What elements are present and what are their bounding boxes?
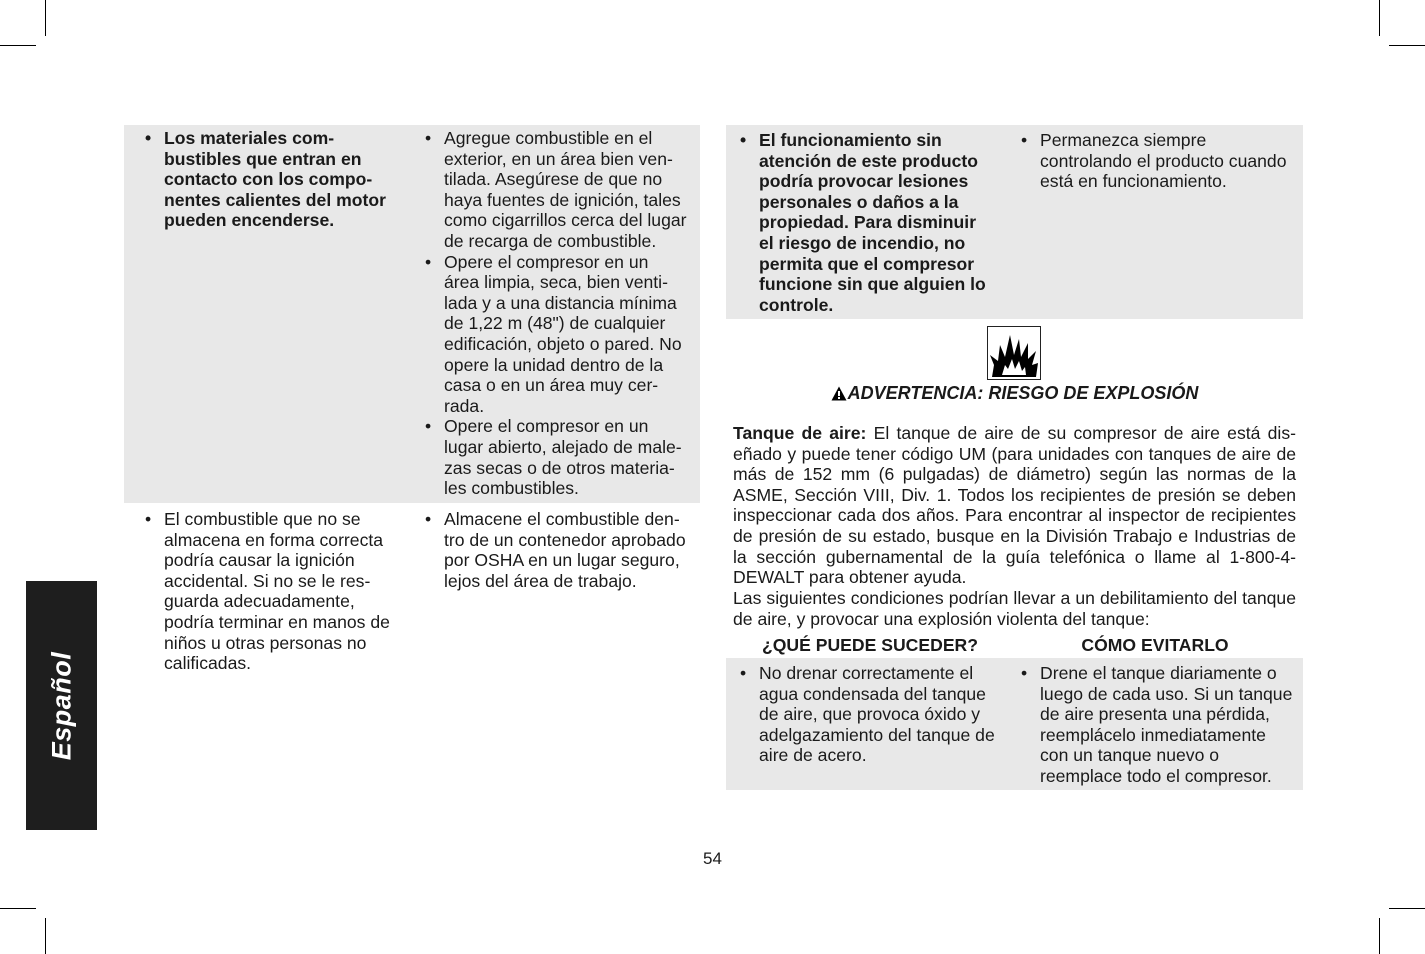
- text-line: lada y a una distancia mínima: [444, 292, 677, 313]
- text-line: Opere el compresor en un: [444, 251, 649, 272]
- text-line: opere la unidad dentro de la: [444, 354, 664, 375]
- text-line: pueden encenderse.: [164, 210, 335, 231]
- crop-mark: [1389, 908, 1425, 909]
- text-line: lugar abierto, alejado de male-: [444, 436, 682, 457]
- prevention-item: [1021, 663, 1301, 787]
- text-line: accidental. Si no se le res-: [164, 570, 371, 591]
- text-line: DEWALT para obtener ayuda.: [733, 567, 967, 588]
- text-line: adelgazamiento del tanque de: [759, 724, 995, 745]
- text-line: propiedad. Para disminuir: [759, 212, 977, 233]
- prevention-item: [425, 128, 697, 252]
- text-line: de aire, que provoca óxido y: [759, 704, 981, 725]
- text-line: El funcionamiento sin: [759, 130, 942, 150]
- text-line: El combustible que no se: [164, 509, 361, 529]
- left-row2-hazard: [145, 509, 405, 674]
- text-line: guarda adecuadamente,: [164, 591, 355, 612]
- text-line: tilada. Asegúrese de que no: [444, 169, 663, 190]
- text-line: como cigarrillos cerca del lugar: [444, 210, 687, 231]
- text-line: Permanezca siempre: [1040, 130, 1207, 150]
- crop-mark: [45, 0, 46, 36]
- warning-text: ADVERTENCIA: RIESGO DE EXPLOSIÓN: [847, 383, 1199, 403]
- hazard-item: [740, 663, 1005, 766]
- crop-mark: [0, 45, 36, 46]
- text-line: rada.: [444, 395, 485, 416]
- text-line: reemplácelo inmediatamente: [1040, 724, 1266, 745]
- crop-mark: [45, 918, 46, 954]
- text-line: controle.: [759, 294, 834, 315]
- text-line: exterior, en un área bien ven-: [444, 148, 673, 169]
- text-line: de presión de su estado, busque en la División Trabajo e Industrias: [733, 525, 1271, 546]
- left-row1-hazard: [145, 128, 405, 231]
- language-tab: [26, 581, 97, 830]
- text-line: de más de 152 mm (6 pulgadas) de diámetro) según las normas de la: [733, 443, 1297, 485]
- text-line: contacto con los compo-: [164, 169, 373, 190]
- prevention-item: [1021, 130, 1301, 192]
- text-line: haya fuentes de ignición, tales: [444, 189, 681, 210]
- text-line: casa o en un área muy cer-: [444, 375, 659, 396]
- text-line: atención de este producto: [759, 150, 978, 171]
- text-line: calificadas.: [164, 653, 252, 674]
- left-row1-prevention: [425, 128, 697, 499]
- text-line: almacena en forma correcta: [164, 529, 384, 550]
- text-line: de 1,22 m (48") de cualquier: [444, 313, 666, 334]
- text-line: el riesgo de incendio, no: [759, 232, 966, 253]
- right-bottom-prevention: [1021, 663, 1301, 787]
- text-line: podría provocar lesiones: [759, 171, 969, 192]
- hazard-item: [145, 509, 405, 674]
- text-line: está en funcionamiento.: [1040, 171, 1227, 192]
- text-line: podría causar la ignición: [164, 550, 355, 571]
- warning-triangle-icon: [831, 385, 847, 406]
- prevention-item: [425, 416, 697, 498]
- text-line: inspeccionar cada dos años. Para encontrar al inspector de recipientes: [733, 505, 1296, 526]
- text-line: personales o daños a la: [759, 191, 959, 212]
- header-what-can-happen: ¿QUÉ PUEDE SUCEDER?: [761, 635, 979, 655]
- text-line: les combustibles.: [444, 478, 579, 499]
- prevention-item: [425, 509, 697, 591]
- header-how-to-avoid: CÓMO EVITARLO: [1081, 635, 1229, 655]
- text-line: nentes calientes del motor: [164, 189, 386, 210]
- hazard-item: [740, 130, 1000, 315]
- text-line: Los materiales com-: [164, 128, 335, 148]
- text-line: eñado y puede tener código UM (para unidades con tanques de aire: [733, 443, 1271, 464]
- warning-heading: [726, 383, 1303, 406]
- text-line: por OSHA en un lugar seguro,: [444, 550, 680, 571]
- explosion-icon: [987, 326, 1041, 380]
- left-row2-prevention: [425, 509, 697, 591]
- text-line: tro de un contenedor aprobado: [444, 529, 686, 550]
- prevention-item: [425, 252, 697, 417]
- text-line: edificación, objeto o pared. No: [444, 333, 682, 354]
- text-line: de recarga de combustible.: [444, 230, 657, 251]
- right-top-prevention: [1021, 130, 1301, 192]
- text-line: de la sección gubernamental de la guía telefónica o llame al 1-800-4-: [733, 525, 1297, 567]
- text-line: zas secas o de otros materia-: [444, 457, 675, 478]
- crop-mark: [1379, 918, 1380, 954]
- text-line: podría terminar en manos de: [164, 611, 390, 632]
- text-line: El tanque de aire de su compresor de aire está dis-: [866, 423, 1296, 443]
- text-line: niños u otras personas no: [164, 632, 367, 653]
- text-line: controlando el producto cuando: [1040, 150, 1287, 171]
- crop-mark: [1379, 0, 1380, 36]
- crop-mark: [0, 908, 36, 909]
- text-line: de aire presenta una pérdida,: [1040, 704, 1270, 725]
- text-line: funcione sin que alguien lo: [759, 274, 986, 295]
- text-line: ASME, Sección VIII, Div. 1. Todos los recipientes de presión se deben: [733, 484, 1296, 505]
- text-line: lejos del área de trabajo.: [444, 570, 637, 591]
- text-line: con un tanque nuevo o: [1040, 745, 1220, 766]
- language-tab-label: Español: [46, 651, 77, 760]
- page-number: 54: [703, 849, 722, 868]
- text-line: Las siguientes condiciones podrían llevar a un debilitamiento del: [733, 588, 1238, 608]
- conditions-paragraph: [733, 588, 1296, 629]
- hazard-item: [145, 128, 405, 231]
- paragraph-lead: Tanque de aire:: [733, 423, 867, 443]
- right-top-hazard: [740, 130, 1000, 315]
- text-line: luego de cada uso. Si un tanque: [1040, 683, 1293, 704]
- text-line: área limpia, seca, bien venti-: [444, 272, 668, 293]
- crop-mark: [1389, 45, 1425, 46]
- text-line: agua condensada del tanque: [759, 683, 986, 704]
- text-line: tanque de aire, y provocar una explosión violenta del tanque:: [733, 588, 1296, 629]
- text-line: Opere el compresor en un: [444, 416, 649, 437]
- text-line: Drene el tanque diariamente o: [1040, 663, 1277, 683]
- text-line: No drenar correctamente el: [759, 663, 974, 683]
- right-bottom-hazard: [740, 663, 1005, 766]
- tank-paragraph: [733, 423, 1296, 588]
- text-line: reemplace todo el compresor.: [1040, 765, 1272, 786]
- text-line: bustibles que entran en: [164, 148, 362, 169]
- text-line: aire de acero.: [759, 745, 867, 766]
- text-line: Agregue combustible en el: [444, 128, 653, 148]
- text-line: permita que el compresor: [759, 253, 975, 274]
- text-line: Almacene el combustible den-: [444, 509, 680, 529]
